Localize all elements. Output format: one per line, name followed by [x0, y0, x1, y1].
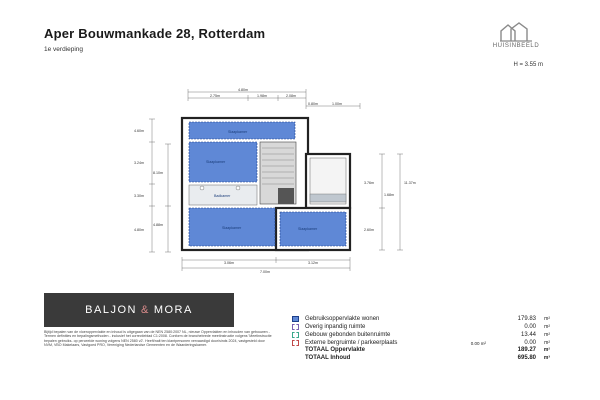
- floor-label: 1e verdieping: [44, 46, 84, 53]
- ceiling-height: H = 3.55 m: [513, 62, 543, 68]
- dim-left-2: 3.24m: [134, 161, 144, 165]
- sink-icon: [200, 186, 204, 190]
- logo-text: HUISINBEELD: [492, 43, 540, 49]
- legend-row: [292, 323, 550, 331]
- legend-row: [292, 331, 550, 339]
- room-label-1: Slaapkamer: [228, 130, 248, 134]
- dim-bottom-total: 7.00m: [260, 270, 270, 274]
- legend-unit: m²: [544, 324, 550, 330]
- legend-unit: m²: [544, 332, 550, 338]
- legend-label: Externe bergruimte / parkeerplaats: [305, 340, 398, 346]
- legend-unit: m²: [544, 316, 550, 322]
- total-volume-unit: m³: [543, 355, 550, 361]
- closet-shelf: [310, 194, 346, 202]
- legend-label: Gebouw gebonden buitenruimte: [305, 332, 391, 338]
- legend-value: 0.00: [524, 324, 536, 330]
- page-title: Aper Bouwmankade 28, Rotterdam: [44, 26, 266, 41]
- legend-label: Overig inpandig ruimte: [305, 324, 366, 330]
- swatch-storage: [292, 340, 299, 346]
- dim-inner-left-1: 8.10m: [153, 171, 163, 175]
- room-label-3: Badkamer: [214, 194, 231, 198]
- room-label-2: Slaapkamer: [206, 160, 226, 164]
- legend-value: 13.44: [520, 332, 536, 338]
- dim-top-total: 4.80m: [238, 88, 248, 92]
- swatch-living: [292, 316, 299, 322]
- area-legend: [292, 315, 550, 363]
- dim-top-5: 1.00m: [332, 102, 342, 106]
- dim-left-3: 3.30m: [134, 194, 144, 198]
- brand-name-right: MORA: [153, 304, 193, 316]
- brand-ampersand: &: [140, 304, 150, 316]
- agency-logo: [44, 293, 234, 327]
- sink-icon: [236, 186, 240, 190]
- floor-plan: [120, 84, 440, 284]
- total-volume-label: TOTAAL Inhoud: [305, 355, 351, 361]
- total-area-unit: m²: [543, 347, 550, 353]
- dim-bottom-1: 3.06m: [224, 261, 234, 265]
- dim-left-1: 4.60m: [134, 129, 144, 133]
- total-area-label: TOTAAL Oppervlakte: [305, 347, 366, 353]
- legend-label: Gebruiksoppervlakte wonen: [305, 316, 380, 322]
- dim-inner-left-2: 4.88m: [153, 223, 163, 227]
- swatch-other: [292, 324, 299, 330]
- legend-unit: m²: [544, 340, 550, 346]
- dim-right-2: 1.68m: [384, 193, 394, 197]
- dim-top-3: 2.08m: [286, 94, 296, 98]
- stair-core: [278, 188, 294, 204]
- room-label-4: Slaapkamer: [222, 226, 242, 230]
- brand-name-left: BALJON: [85, 304, 137, 316]
- total-volume-value: 695.80: [517, 355, 536, 361]
- dim-bottom-2: 3.12m: [308, 261, 318, 265]
- measurement-disclaimer: Bijtijd bepalen van de vloeroppervlakte en inhoud is uitgegaan van de NEN 2580:2007 NL, nieuwe Oppervlakten en inhouden van gebouwen - Termen definities en bepalingsmethoden - inclusief het correctieblad C1:2008. Conform de branchebrede meetinstructie volgens 'Meetinstructie bepalen gebruiks- op perceelde woning volgens NEN 2580 v2'. Heeft/nalt ten klantpersonen vervaardigd door/sinds 2024, vastgesteld door NVM, VBO Makelaars, Vastgoed PRO, Vereniging Nederlandse Gemeenten en de Waarderingskamer.: [44, 330, 272, 348]
- dim-left-4: 4.80m: [134, 228, 144, 232]
- dim-right-1: 3.76m: [364, 181, 374, 185]
- total-volume-row: [292, 355, 550, 363]
- legend-extra: 0.00 m²: [470, 340, 486, 346]
- house-logo-icon: [499, 22, 533, 42]
- room-label-5: Slaapkamer: [298, 227, 318, 231]
- dim-top-4: 0.80m: [308, 102, 318, 106]
- legend-value: 179.83: [517, 316, 536, 322]
- total-area-value: 189.27: [517, 347, 536, 353]
- dim-right-3: 2.60m: [364, 228, 374, 232]
- legend-value: 0.00: [524, 340, 536, 346]
- dim-top-1: 2.75m: [210, 94, 220, 98]
- dim-top-2: 1.98m: [257, 94, 267, 98]
- dim-right-total: 11.37m: [404, 181, 416, 185]
- huisinbeeld-logo: [480, 22, 552, 49]
- legend-row: [292, 339, 550, 347]
- legend-row: [292, 315, 550, 323]
- swatch-outdoor: [292, 332, 299, 338]
- total-area-row: [292, 347, 550, 355]
